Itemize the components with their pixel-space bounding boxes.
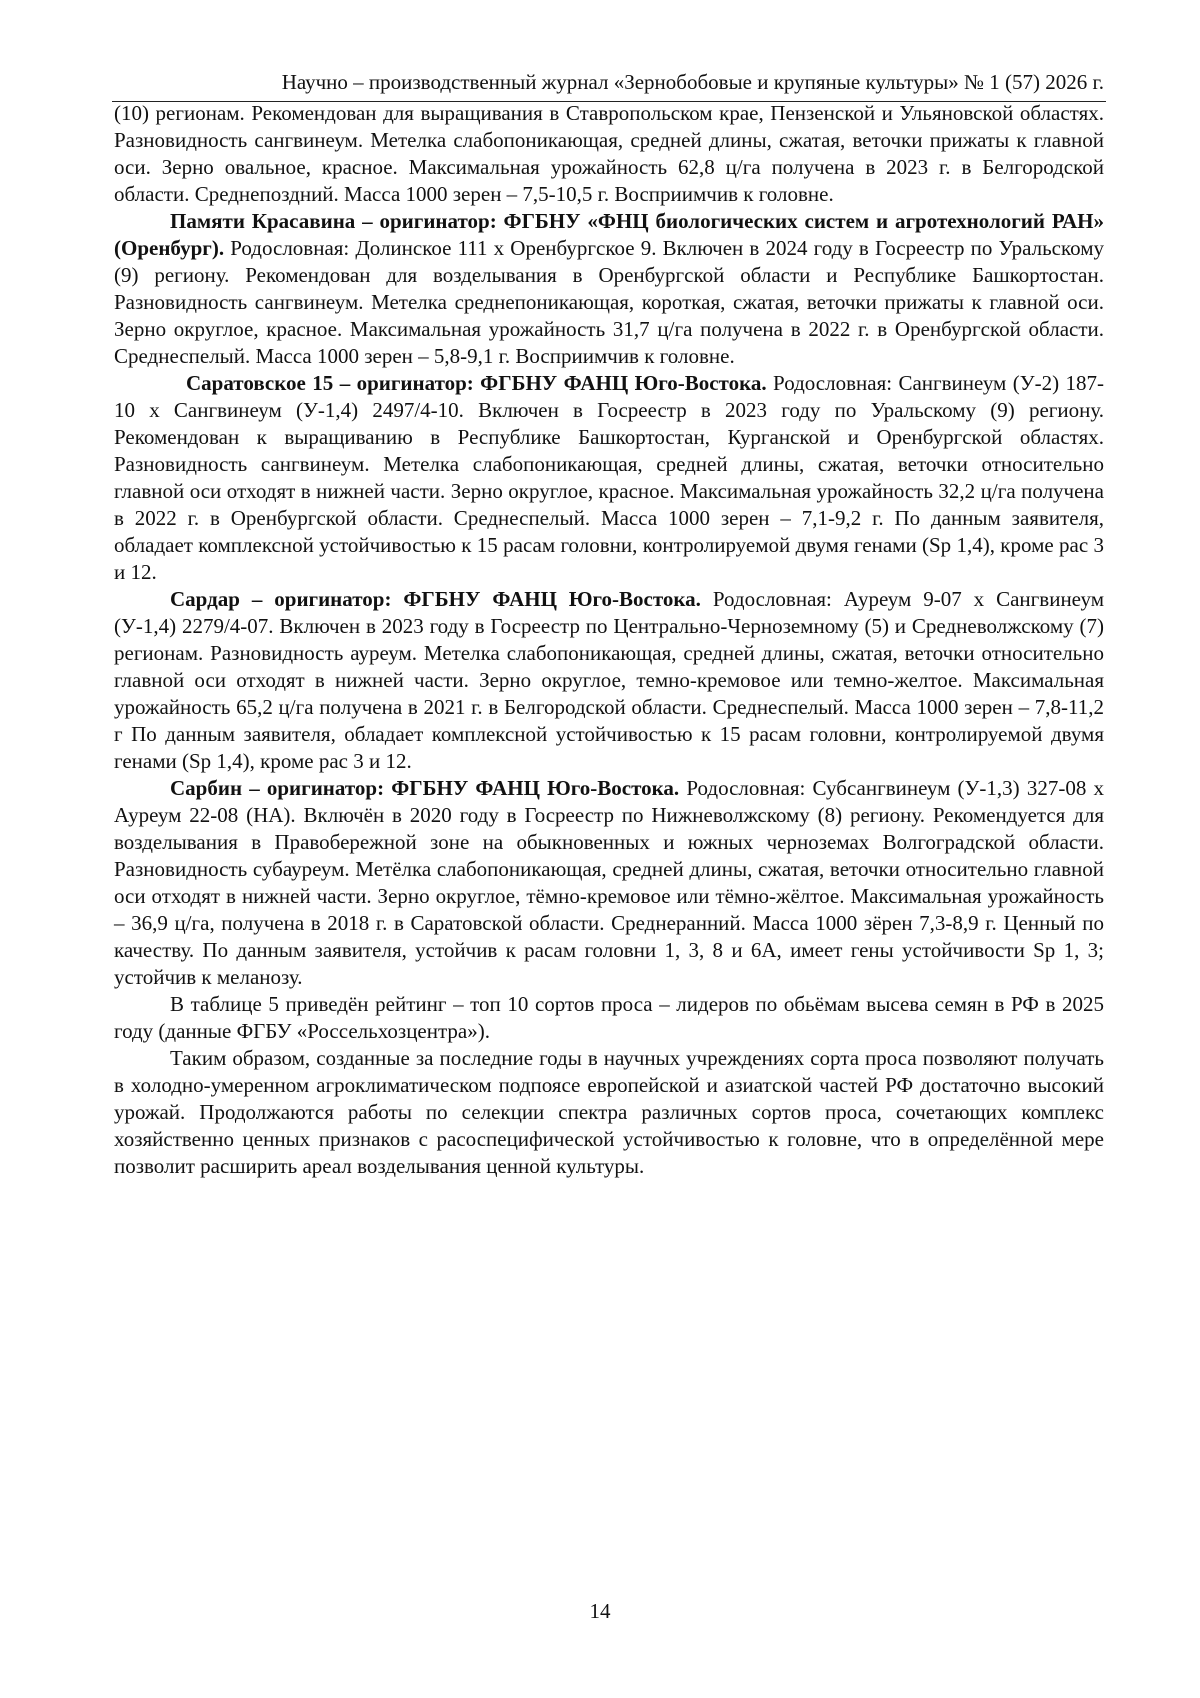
running-head: Научно – производственный журнал «Зернобобовые и крупяные культуры» № 1 (57) 2026 г. xyxy=(281,70,1104,94)
paragraph-variety-sarbin xyxy=(114,775,1104,991)
paragraph-text: Таким образом, созданные за последние годы в научных учреждениях сорта проса позволяют получать в холодно-умеренном агроклиматическом подпоясе европейской и азиатской частей РФ достаточно высокий урожай. Продолжаются работы по селекции спектра различных сортов проса, сочетающих комплекс хозяйственно ценных признаков с расоспецифической устойчивостью к головне, что в определённой мере позволит расширить ареал возделывания ценной культуры. xyxy=(114,1046,1104,1178)
paragraph-table-reference xyxy=(114,991,1104,1045)
paragraph-text: (10) регионам. Рекомендован для выращивания в Ставропольском крае, Пензенской и Ульяновской областях. Разновидность сангвинеум. Метелка слабопоникающая, средней длины, сжатая, веточки прижаты к главной оси. Зерно овальное, красное. Максимальная урожайность 62,8 ц/га получена в 2023 г. в Белгородской области. Среднепоздний. Масса 1000 зерен – 7,5-10,5 г. Восприимчив к головне. xyxy=(114,101,1104,206)
paragraph-text: Родословная: Ауреум 9-07 х Сангвинеум (У-1,4) 2279/4-07. Включен в 2023 году в Госреестр по Центрально-Черноземному (5) и Средневолжскому (7) регионам. Разновидность ауреум. Метелка слабопоникающая, средней длины, сжатая, веточки относительно главной оси отходят в нижней части. Зерно округлое, темно-кремовое или темно-желтое. Максимальная урожайность 65,2 ц/га получена в 2021 г. в Белгородской области. Среднеспелый. Масса 1000 зерен – 7,8-11,2 г По данным заявителя, обладает комплексной устойчивостью к 15 расам головни, контролируемой двумя генами (Sp 1,4), кроме рас 3 и 12. xyxy=(114,587,1104,773)
paragraph-text: В таблице 5 приведён рейтинг – топ 10 сортов проса – лидеров по обьёмам высева семян в РФ в 2025 году (данные ФГБУ «Россельхозцентра»). xyxy=(114,992,1104,1043)
variety-heading: Саратовское 15 – оригинатор: ФГБНУ ФАНЦ Юго-Востока. xyxy=(186,371,767,395)
paragraph-conclusion xyxy=(114,1045,1104,1180)
paragraph-text: Родословная: Субсангвинеум (У-1,3) 327-08 х Ауреум 22-08 (НА). Включён в 2020 году в Госреестр по Нижневолжскому (8) региону. Рекомендуется для возделывания в Правобережной зоне на обыкновенных и южных черноземах Волгоградской области. Разновидность субауреум. Метёлка слабопоникающая, средней длины, сжатая, веточки относительно главной оси отходят в нижней части. Зерно округлое, тёмно-кремовое или тёмно-жёлтое. Максимальная урожайность – 36,9 ц/га, получена в 2018 г. в Саратовской области. Среднеранний. Масса 1000 зёрен 7,3-8,9 г. Ценный по качеству. По данным заявителя, устойчив к расам головни 1, 3, 8 и 6А, имеет гены устойчивости Sp 1, 3; устойчив к меланозу. xyxy=(114,776,1104,989)
variety-heading: Памяти Красавина – оригинатор: ФГБНУ «ФНЦ биологических систем и агротехнологий РАН» (Оренбург). xyxy=(114,209,1104,260)
page-number: 14 xyxy=(589,1599,611,1623)
variety-heading: Сарбин – оригинатор: ФГБНУ ФАНЦ Юго-Востока. xyxy=(170,776,680,800)
paragraph-text: Родословная: Долинское 111 х Оренбургское 9. Включен в 2024 году в Госреестр по Уральскому (9) региону. Рекомендован для возделывания в Оренбургской области и Республике Башкортостан. Разновидность сангвинеум. Метелка среднепоникающая, короткая, сжатая, веточки прижаты к главной оси. Зерно округлое, красное. Максимальная урожайность 31,7 ц/га получена в 2022 г. в Оренбургской области. Среднеспелый. Масса 1000 зерен – 5,8-9,1 г. Восприимчив к головне. xyxy=(114,236,1104,368)
paragraph-text: Родословная: Сангвинеум (У-2) 187-10 х Сангвинеум (У-1,4) 2497/4-10. Включен в Госреестр в 2023 году по Уральскому (9) региону. Рекомендован к выращиванию в Республике Башкортостан, Курганской и Оренбургской областях. Разновидность сангвинеум. Метелка слабопоникающая, средней длины, сжатая, веточки относительно главной оси отходят в нижней части. Зерно округлое, красное. Максимальная урожайность 32,2 ц/га получена в 2022 г. в Оренбургской области. Среднеспелый. Масса 1000 зерен – 7,1-9,2 г. По данным заявителя, обладает комплексной устойчивостью к 15 расам головни, контролируемой двумя генами (Sp 1,4), кроме рас 3 и 12. xyxy=(114,371,1104,584)
variety-heading: Сардар – оригинатор: ФГБНУ ФАНЦ Юго-Востока. xyxy=(170,587,701,611)
paragraph-variety-sardar xyxy=(114,586,1104,775)
article-body xyxy=(114,100,1104,1180)
paragraph-variety-pamyati-krasavina xyxy=(114,208,1104,370)
paragraph-continuation xyxy=(114,100,1104,208)
paragraph-variety-saratovskoe-15 xyxy=(114,370,1104,586)
